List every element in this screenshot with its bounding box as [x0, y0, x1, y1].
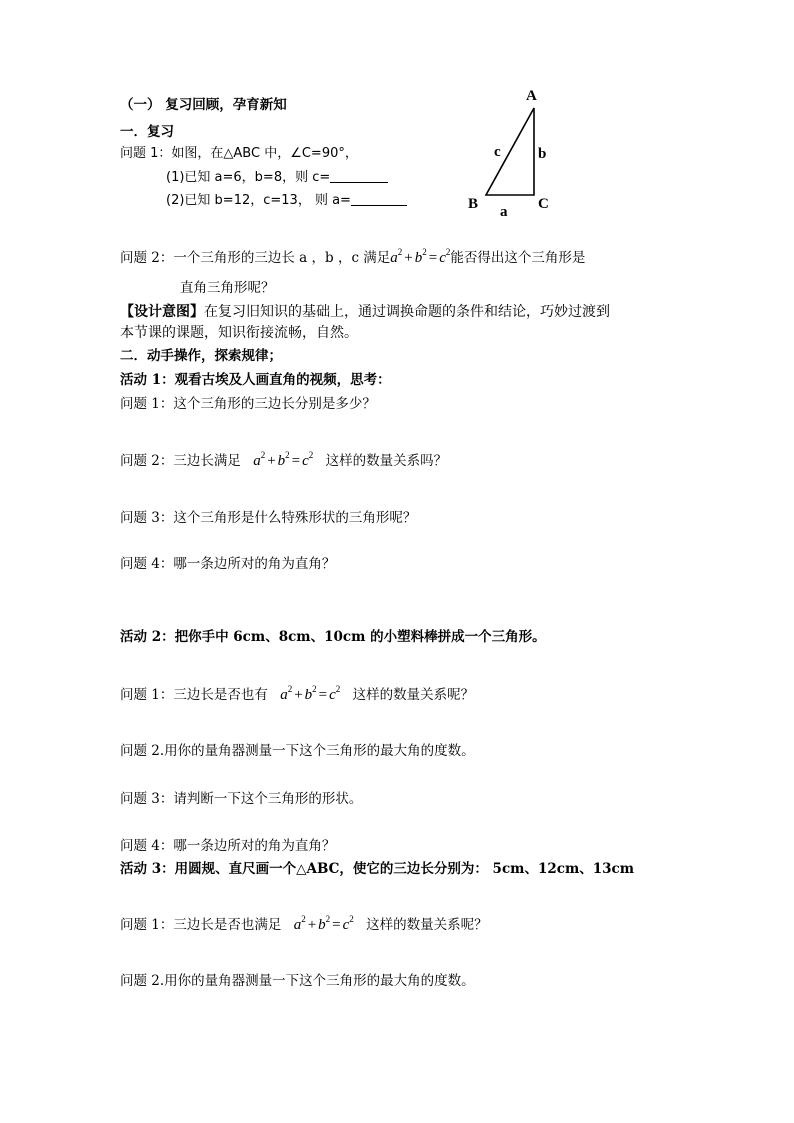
design-intent-label: 【设计意图】: [120, 304, 204, 320]
activity3-title: 活动 3：用圆规、直尺画一个△ABC，使它的三边长分别为： 5cm、12cm、13cm: [120, 861, 635, 877]
activity1-q1: 问题 1：这个三角形的三边长分别是多少？: [120, 396, 376, 412]
activity2-title: 活动 2：把你手中 6cm、8cm、10cm 的小塑料棒拼成一个三角形。: [120, 629, 546, 645]
vertex-b-label: B: [468, 196, 479, 212]
q1-part2-text: (2)已知 b=12，c=13， 则 a=: [166, 193, 351, 208]
q2-text-after: 能否得出这个三角形是: [450, 250, 586, 266]
q2-text: 问题 2：一个三角形的三边长 a ，b ，c 满足: [120, 250, 391, 266]
design-intent-line2: 本节课的课题，知识衔接流畅，自然。: [120, 325, 358, 341]
activity2-formula: $a^2 + b^2 = c^2$: [280, 684, 341, 703]
activity1-q3: 问题 3：这个三角形是什么特殊形状的三角形呢？: [120, 510, 417, 526]
activity2-q1: 问题 1：三边长是否也有 $a^2 + b^2 = c^2$ 这样的数量关系呢？: [120, 684, 475, 703]
section2-title: 二．动手操作，探索规律；: [120, 348, 282, 364]
vertex-a-label: A: [526, 88, 537, 104]
activity2-q4: 问题 4：哪一条边所对的角为直角？: [120, 838, 336, 854]
side-c-label: c: [494, 144, 501, 160]
activity3-q2: 问题 2.用你的量角器测量一下这个三角形的最大角的度数。: [120, 973, 475, 989]
vertex-c-label: C: [538, 196, 549, 212]
activity1-formula: $a^2 + b^2 = c^2$: [253, 450, 314, 469]
answer-blank-a[interactable]: [351, 192, 407, 206]
q1-part1: [166, 169, 388, 187]
review-subheading: 一．复习: [120, 124, 174, 140]
activity3-q1: 问题 1：三边长是否也满足 $a^2 + b^2 = c^2$ 这样的数量关系呢？: [120, 914, 488, 933]
q2-line: [120, 249, 585, 267]
pythagorean-formula: $a^2 + b^2 = c^2$: [390, 247, 451, 266]
design-intent-line1: [120, 303, 610, 321]
activity1-title: 活动 1：观看古埃及人画直角的视频，思考：: [120, 372, 391, 388]
design-intent-text1: 在复习旧知识的基础上，通过调换命题的条件和结论，巧妙过渡到: [204, 304, 610, 320]
side-b-label: b: [538, 146, 547, 162]
q1-part2: [166, 192, 407, 210]
activity2-q2: 问题 2.用你的量角器测量一下这个三角形的最大角的度数。: [120, 743, 475, 759]
answer-blank-c[interactable]: [330, 169, 388, 183]
activity1-q4: 问题 4：哪一条边所对的角为直角？: [120, 556, 336, 572]
activity2-q3: 问题 3：请判断一下这个三角形的形状。: [120, 791, 363, 807]
activity1-q2: 问题 2：三边长满足 $a^2 + b^2 = c^2$ 这样的数量关系吗？: [120, 450, 448, 469]
q2-continuation: 直角三角形呢？: [180, 280, 275, 296]
q1-part1-text: (1)已知 a=6，b=8，则 c=: [166, 170, 331, 185]
section1-title: （一） 复习回顾，孕育新知: [120, 97, 287, 113]
q1-intro: 问题 1：如图，在△ABC 中，∠C=90°，: [120, 146, 358, 161]
side-a-label: a: [500, 204, 508, 220]
activity3-formula: $a^2 + b^2 = c^2$: [293, 914, 354, 933]
